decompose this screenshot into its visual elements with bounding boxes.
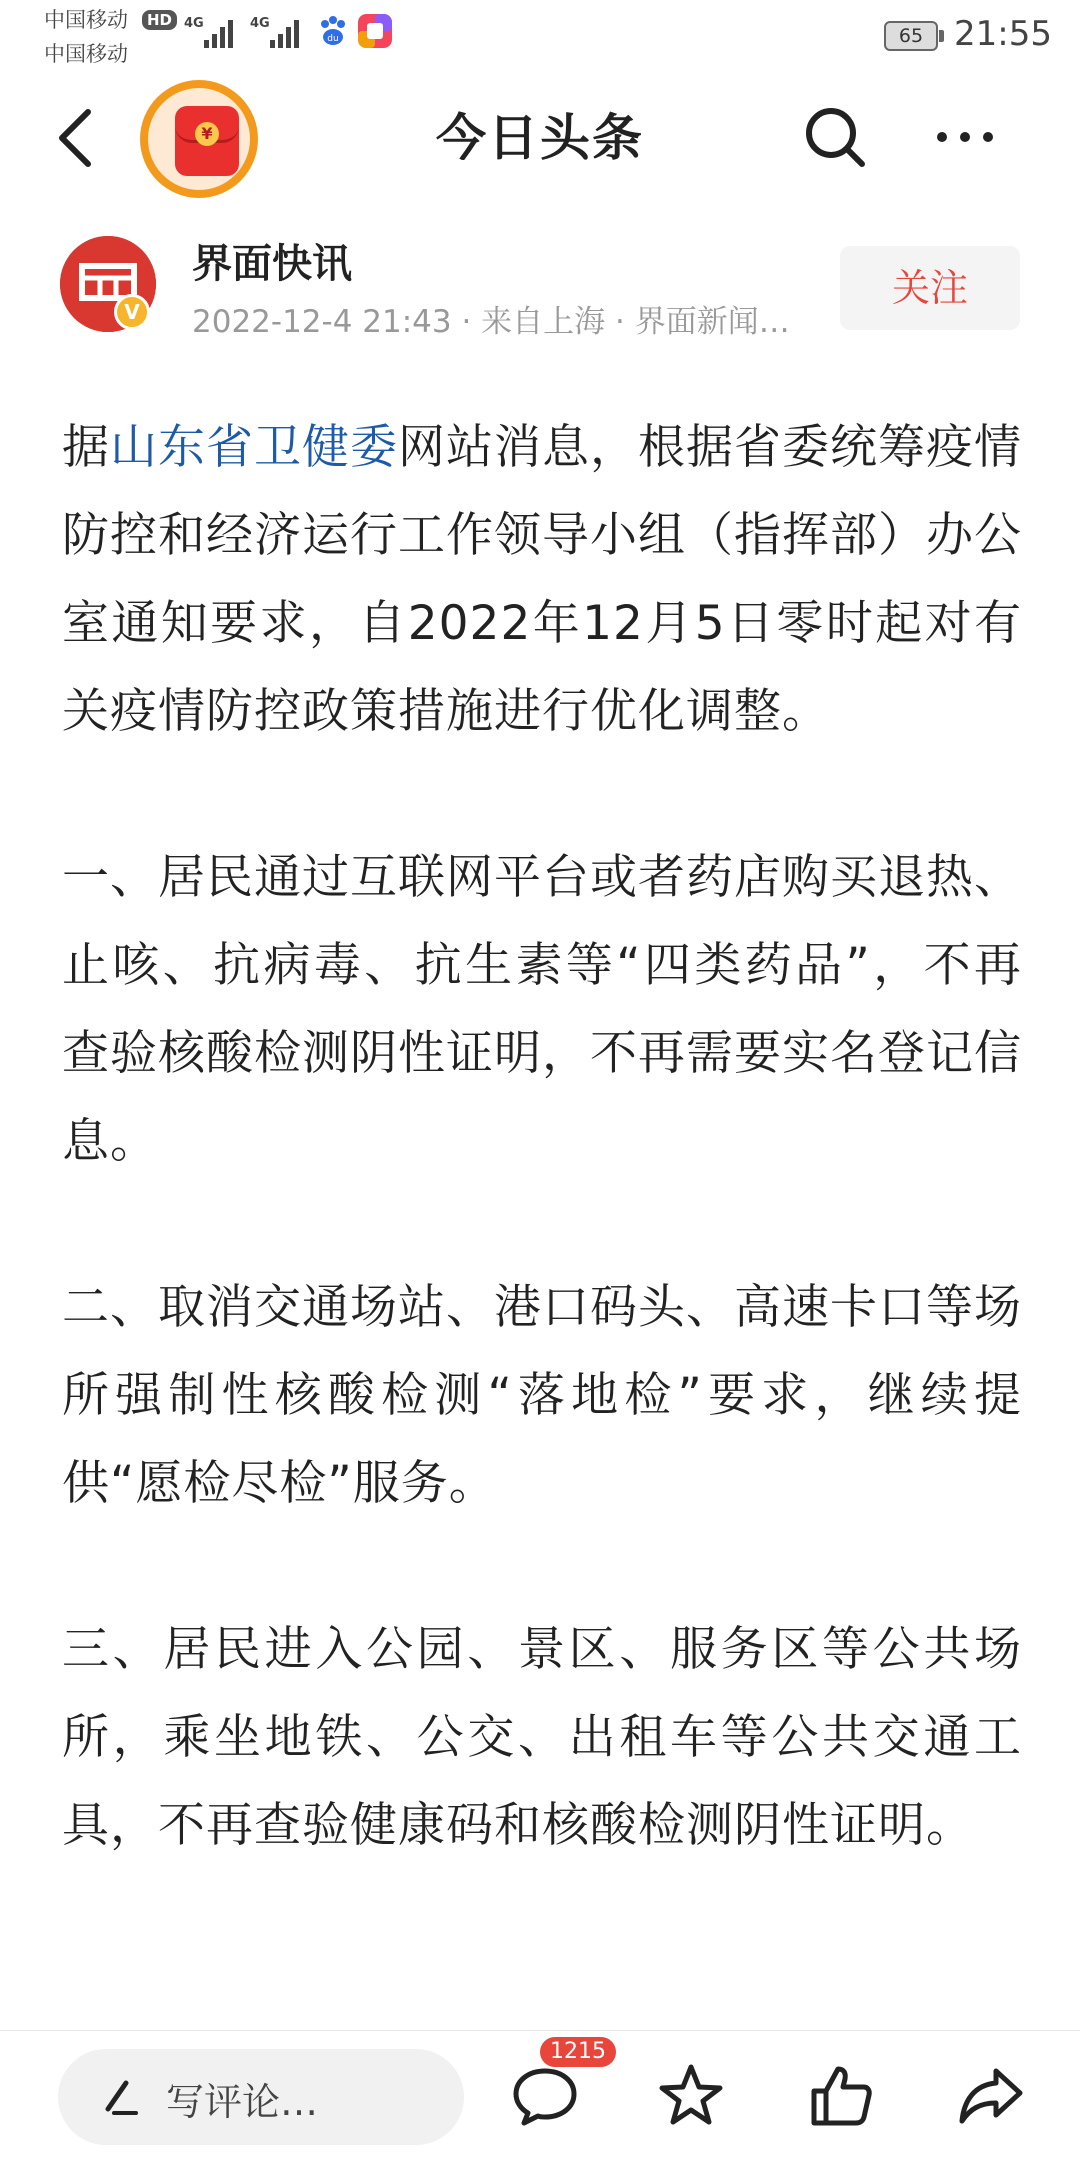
app-icon-colorful [358,14,392,48]
entity-link[interactable]: 山东省卫健委 [110,420,398,475]
status-bar [0,0,1080,72]
article-paragraph-2: 一、居民通过互联网平台或者药店购买退热、止咳、抗病毒、抗生素等“四类药品”，不再查验核酸检测阴性证明，不再需要实名登记信息。 [62,850,1022,1169]
svg-text:du: du [327,34,339,44]
search-icon[interactable] [800,102,870,172]
carrier-label-1: 中国移动 [44,8,128,32]
author-meta: 2022-12-4 21:43 · 来自上海 · 界面新闻… [192,304,790,340]
hd-badge: HD [142,10,177,30]
carrier-label-2: 中国移动 [44,42,128,66]
follow-button[interactable]: 关注 [840,246,1020,330]
star-icon[interactable] [656,2061,726,2131]
paragraph-text: 据 [62,420,110,475]
network-type-label-1: 4G [184,16,204,31]
article-paragraph-3: 二、取消交通场站、港口码头、高速卡口等场所强制性核酸检测“落地检”要求，继续提供“愿检尽检”服务。 [62,1280,1022,1511]
pen-icon [98,2075,142,2119]
thumbs-up-icon[interactable] [806,2061,876,2131]
verified-badge-icon: V [114,294,150,330]
comment-placeholder: 写评论… [166,2080,319,2124]
bottom-action-bar [0,2030,1080,2161]
article-body [62,404,1022,1948]
comment-input[interactable] [58,2049,464,2145]
network-type-label-2: 4G [250,16,270,31]
more-icon[interactable] [930,102,1000,172]
comment-icon[interactable] [510,2061,580,2131]
share-icon[interactable] [956,2061,1026,2131]
top-nav-bar [0,72,1080,202]
author-row [0,232,1080,352]
paragraph-text: 网站消息，根据省委统筹疫情防控和经济运行工作领导小组（指挥部）办公室通知要求，自2022年12月5日零时起对有关疫情防控政策措施进行优化调整。 [62,420,1022,739]
battery-level: 65 [898,25,924,47]
battery-icon [884,21,938,51]
author-name[interactable]: 界面快讯 [192,241,352,287]
baidu-app-icon [316,14,350,48]
article-paragraph-1 [62,404,1022,756]
comment-count-badge: 1215 [540,2037,616,2067]
app-title: 今日头条 [436,109,644,167]
clock: 21:55 [954,14,1052,54]
battery-tip [939,30,944,42]
red-packet-icon[interactable]: ¥ [140,80,258,198]
back-arrow-icon[interactable] [50,106,106,170]
article-paragraph-4: 三、居民进入公园、景区、服务区等公共场所，乘坐地铁、公交、出租车等公共交通工具，不再查验健康码和核酸检测阴性证明。 [62,1622,1022,1853]
